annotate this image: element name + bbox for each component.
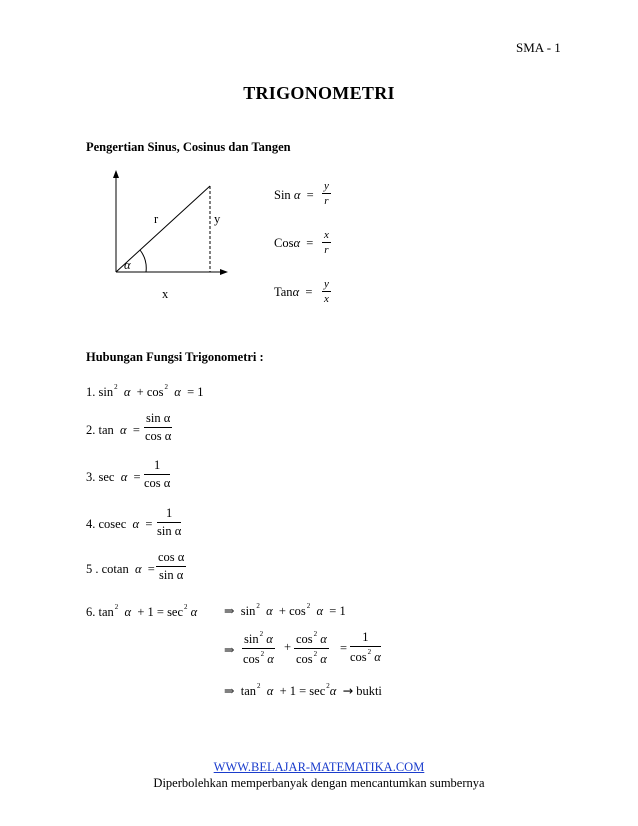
label-r: r [154, 212, 159, 226]
sin-definition-label: Sin α = [274, 188, 314, 202]
section-heading-definitions: Pengertian Sinus, Cosinus dan Tangen [86, 140, 291, 154]
formula-4-fraction: $\frac{1}{\text{sin α}}$ [157, 506, 182, 538]
formula-3-fraction: $\frac{1}{\text{cos α}}$ [144, 458, 171, 490]
footer-note: Diperbolehkan memperbanyak dengan mencantumkan sumbernya [153, 776, 485, 790]
formula-6-fraction-one: $\frac{1}{\cos^2 \alpha}$ [350, 630, 381, 664]
plus-sign: + [284, 640, 292, 654]
formula-1: 1. $\sin^2 \alpha + \cos^2 \alpha = 1$ [86, 383, 204, 399]
cos-definition-fraction: $\frac{x}{r}$ [324, 229, 329, 256]
equals-sign: = [340, 641, 348, 655]
sin-definition-fraction: $\frac{y}{r}$ [324, 180, 329, 207]
implies-arrow-2: ⇒ [224, 643, 235, 657]
formula-6-fraction-sin: $\frac{\sin^2 \alpha}{\cos^2 \alpha}$ [242, 630, 274, 666]
formula-2-label: 2. tan α = [86, 423, 140, 437]
cos-definition-label: Cosα = [274, 236, 314, 250]
formula-5-fraction: $\frac{\text{cos α}}{\text{sin α}}$ [158, 550, 185, 582]
label-alpha: α [124, 258, 131, 272]
label-y: y [214, 212, 221, 226]
formula-2-fraction: $\frac{\text{sin α}}{\text{cos α}}$ [144, 411, 172, 443]
label-x: x [162, 287, 169, 301]
x-axis-arrowhead [220, 269, 228, 275]
tan-definition-fraction: $\frac{y}{x}$ [324, 278, 329, 305]
section-heading-relations: Hubungan Fungsi Trigonometri : [86, 350, 264, 364]
implies-arrow: ⇒ [224, 604, 235, 618]
formula-6-line-1: 6. $\tan^2 \alpha + 1 = \sec^2 \alpha$ [86, 603, 198, 619]
angle-arc [140, 250, 146, 272]
formula-5-label: 5 . cotan α = [86, 562, 155, 576]
tan-definition-label: Tanα = [274, 285, 313, 299]
page-label: SMA - 1 [516, 40, 561, 55]
formula-4-label: 4. cosec α = [86, 517, 153, 531]
formula-6-fraction-cos: $\frac{\cos^2 \alpha}{\cos^2 \alpha}$ [296, 630, 327, 666]
footer-website-link[interactable]: WWW.BELAJAR-MATEMATIKA.COM [213, 760, 425, 774]
y-axis-arrowhead [113, 170, 119, 178]
implies-arrow-3: ⇒ [224, 684, 235, 698]
formula-6-line-3: ⇒ $\tan^2 \alpha + 1 = \sec^2\alpha$ → bukti [224, 682, 382, 698]
page-title: TRIGONOMETRI [243, 83, 395, 103]
right-arrow-icon: → [342, 683, 354, 698]
formula-6-line-1-right: ⇒ $\sin^2 \alpha + \cos^2 \alpha = 1$ [224, 602, 346, 618]
formula-3-label: 3. sec α = [86, 470, 141, 484]
